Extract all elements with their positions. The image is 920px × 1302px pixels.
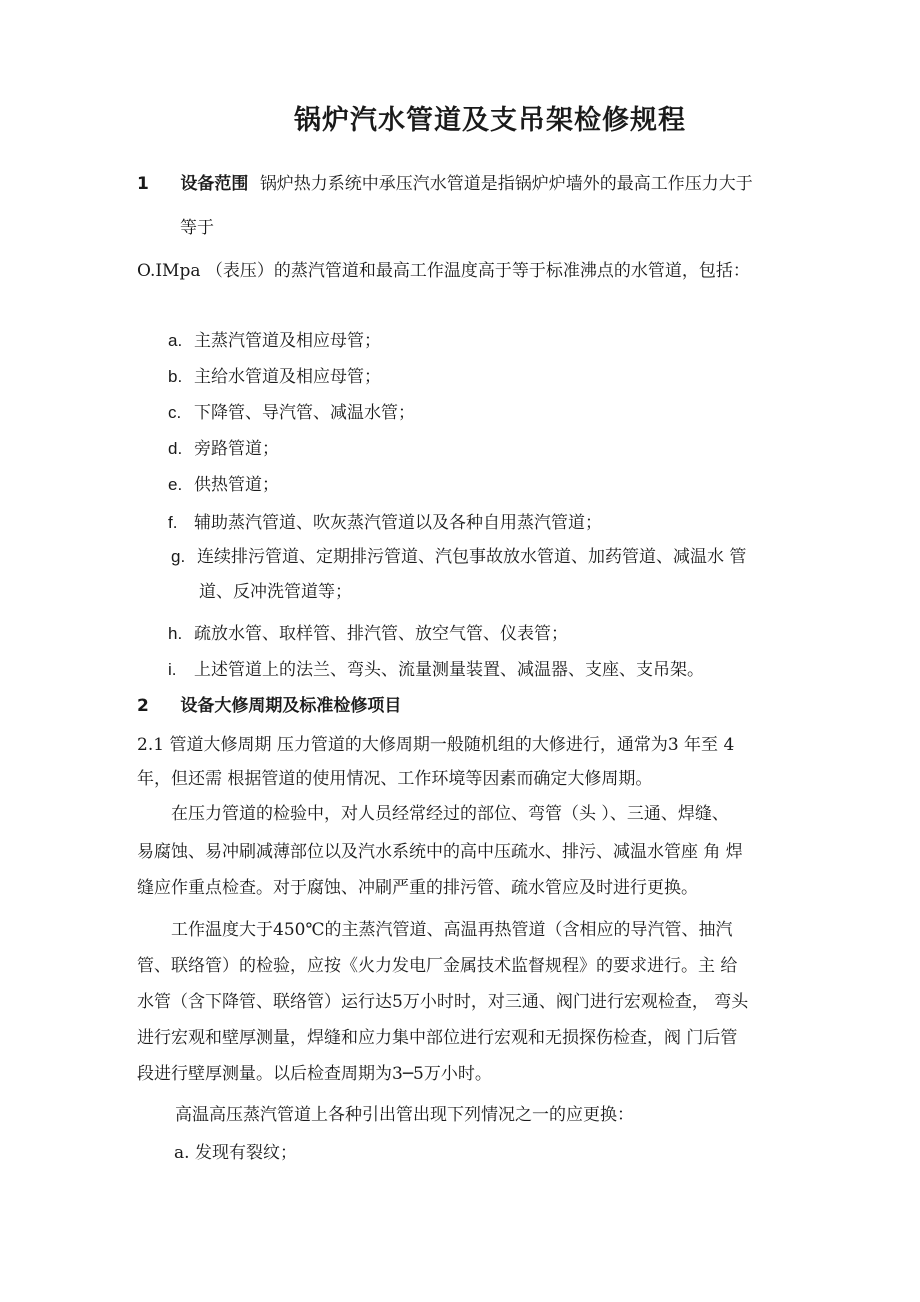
item-letter: c. <box>168 403 182 422</box>
section2-number: 2 <box>137 696 149 716</box>
section2-p2-line2: 易腐蚀、易冲刷减薄部位以及汽水系统中的高中压疏水、排污、减温水管座 角 焊 <box>137 842 743 862</box>
section1-text-line1: 锅炉热力系统中承压汽水管道是指锅炉炉墙外的最高工作压力大于 <box>259 174 753 194</box>
section1-line1 <box>137 172 753 196</box>
section2-p3-line4: 进行宏观和壁厚测量，焊缝和应力集中部位进行宏观和无损探伤检查，阀 门后管 <box>137 1028 738 1048</box>
list-item <box>171 545 746 569</box>
section2-heading: 设备大修周期及标准检修项目 <box>180 696 402 716</box>
item-letter: h. <box>168 624 183 643</box>
section1-text-line2: 等于 <box>180 218 214 238</box>
section2-p2-line1: 在压力管道的检验中，对人员经常经过的部位、弯管（头 ）、三通、焊缝、 <box>171 804 729 824</box>
section2-p3-line3: 水管（含下降管、联络管）运行达5万小时时，对三通、阀门进行宏观检查， 弯头 <box>137 992 749 1012</box>
item-text: 供热管道； <box>194 475 279 495</box>
section2-heading-line <box>137 694 401 718</box>
item-text: 连续排污管道、定期排污管道、汽包事故放水管道、加药管道、减温水 管 <box>197 547 747 567</box>
section2-p2-line3: 缝应作重点检查。对于腐蚀、冲刷严重的排污管、疏水管应及时进行更换。 <box>137 878 698 898</box>
item-text: 辅助蒸汽管道、吹灰蒸汽管道以及各种自用蒸汽管道； <box>194 513 602 533</box>
list-item-continuation: 道、反冲洗管道等； <box>199 582 352 602</box>
item-letter: e. <box>168 475 183 494</box>
document-title: 锅炉汽水管道及支吊架检修规程 <box>294 105 686 136</box>
list-item <box>168 622 568 646</box>
section2-p4-item-a: a. 发现有裂纹； <box>174 1143 297 1163</box>
section2-p3-line5: 段进行壁厚测量。以后检查周期为3─5万小时。 <box>137 1064 492 1084</box>
item-letter: a. <box>168 331 183 350</box>
list-item <box>168 473 279 497</box>
item-letter: f. <box>168 513 178 532</box>
item-letter: g. <box>171 547 186 566</box>
section2-p3-line2: 管、联络管）的检验，应按《火力发电厂金属技术监督规程》的要求进行。主 给 <box>137 956 738 976</box>
section1-text-line3: O.IMpa （表压）的蒸汽管道和最高工作温度高于等于标准沸点的水管道，包括： <box>137 261 750 281</box>
list-item <box>168 511 602 535</box>
list-item <box>168 365 381 389</box>
item-letter: b. <box>168 367 183 386</box>
section1-heading: 设备范围 <box>180 174 249 194</box>
list-item <box>168 401 415 425</box>
item-text: 上述管道上的法兰、弯头、流量测量装置、减温器、支座、支吊架。 <box>194 660 704 680</box>
list-item <box>168 329 381 353</box>
item-letter: i. <box>168 660 177 679</box>
section2-p1-line2: 年，但还需 根据管道的使用情况、工作环境等因素而确定大修周期。 <box>137 769 653 789</box>
section2-p3-line1: 工作温度大于450℃的主蒸汽管道、高温再热管道（含相应的导汽管、抽汽 <box>171 920 733 940</box>
item-text: 旁路管道； <box>194 439 279 459</box>
list-item <box>168 658 704 682</box>
list-item <box>168 437 279 461</box>
item-text: 疏放水管、取样管、排汽管、放空气管、仪表管； <box>194 624 568 644</box>
item-text: 下降管、导汽管、减温水管； <box>194 403 415 423</box>
item-text: 主蒸汽管道及相应母管； <box>194 331 381 351</box>
item-letter: d. <box>168 439 183 458</box>
section2-p1-line1: 2.1 管道大修周期 压力管道的大修周期一般随机组的大修进行，通常为3 年至 4 <box>137 735 735 755</box>
section2-p4-line1: 高温高压蒸汽管道上各种引出管出现下列情况之一的应更换： <box>175 1105 634 1125</box>
section1-number: 1 <box>137 174 149 194</box>
item-text: 主给水管道及相应母管； <box>194 367 381 387</box>
